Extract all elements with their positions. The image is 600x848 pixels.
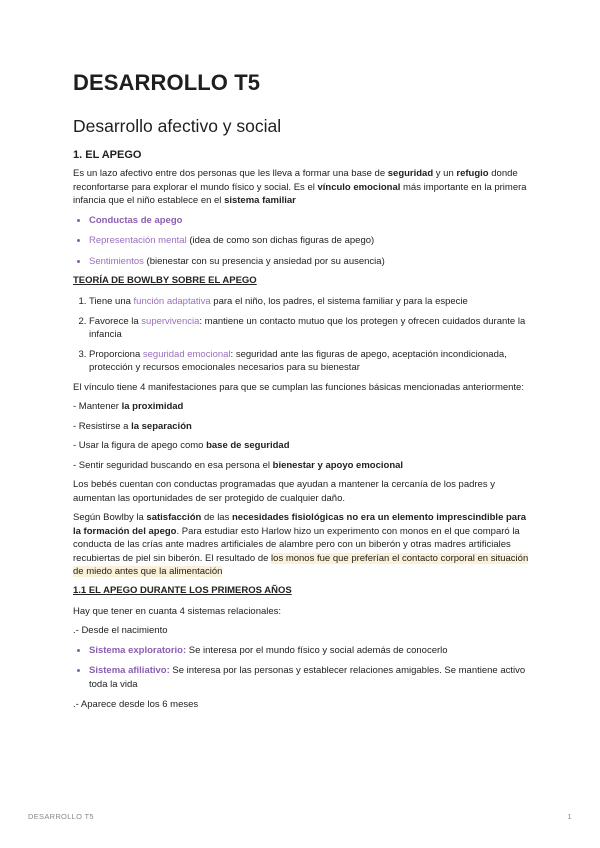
footer-title: DESARROLLO T5 <box>28 812 94 821</box>
babies-paragraph: Los bebés cuentan con conductas programadas que ayudan a mantener la cercanía de los padres y aumentan las oportunidades de ser protegido de cualquier daño. <box>73 479 495 504</box>
manifestations-intro: El vínculo tiene 4 manifestaciones para que se cumplan las funciones básicas mencionadas anteriormente: <box>73 381 524 393</box>
list-item: • Sentimientos (bienestar con su presencia y ansiedad por su ausencia) <box>89 255 533 269</box>
page-number: 1 <box>567 812 572 821</box>
apego-components-list <box>73 214 533 269</box>
bowlby-functions-list <box>73 295 533 375</box>
page-title: DESARROLLO T5 <box>73 70 261 95</box>
list-item: • Representación mental (idea de como son dichas figuras de apego) <box>89 234 533 248</box>
heading-primeros-anos: 1.1 EL APEGO DURANTE LOS PRIMEROS AÑOS <box>73 584 292 596</box>
list-item: • Sistema exploratorio: Se interesa por el mundo físico y social además de conocerlo <box>89 644 533 658</box>
systems-list <box>73 644 533 692</box>
list-item: 3. Proporciona seguridad emocional: seguridad ante las figuras de apego, aceptación incondicionada, protección y recursos emocionales necesarios para su bienestar <box>89 348 533 375</box>
from-birth-label: .- Desde el nacimiento <box>73 625 168 636</box>
manifestation-item: - Sentir seguridad buscando en esa persona el bienestar y apoyo emocional <box>73 459 404 471</box>
systems-intro: Hay que tener en cuanta 4 sistemas relacionales: <box>73 605 282 617</box>
list-item: • Sistema afiliativo: Se interesa por las personas y establecer relaciones amigables. Se mantiene activo toda la vida <box>89 664 533 691</box>
manifestation-item: - Mantener la proximidad <box>73 401 184 412</box>
document-page <box>73 70 533 718</box>
from-6-months-label: .- Aparece desde los 6 meses <box>73 699 199 710</box>
harlow-paragraph: Según Bowlby la satisfacción de las necesidades fisiológicas no era un elemento imprescindible para la formación del apego. Para estudiar esto Harlow hizo un experimento con monos en el que comparó la conducta de las crías ante madres artificiales de alambre pero con un biberón y otras madres artificiales recubiertas de piel sin biberón. El resultado de los monos fue que preferían el contacto corporal en situación de miedo antes que la alimentación <box>73 512 529 577</box>
highlighted-text: los monos fue que preferían el contacto corporal en situación de miedo antes que la alimentación <box>73 552 529 577</box>
intro-paragraph: Es un lazo afectivo entre dos personas que les lleva a formar una base de seguridad y un refugio donde reconfortarse para explorar el mundo físico y social. Es el vínculo emocional más importante en la primera infancia que el niño establece en el sistema familiar <box>73 168 527 206</box>
heading-teoria-bowlby: TEORÍA DE BOWLBY SOBRE EL APEGO <box>73 275 257 286</box>
manifestation-item: - Resistirse a la separación <box>73 420 192 432</box>
manifestation-item: - Usar la figura de apego como base de seguridad <box>73 440 290 451</box>
list-item: 2. Favorece la supervivencia: mantiene un contacto mutuo que los protegen y ofrecen cuidados durante la infancia <box>89 315 533 342</box>
heading-el-apego: 1. EL APEGO <box>73 149 142 161</box>
list-item: • Conductas de apego <box>89 214 533 228</box>
section-title: Desarrollo afectivo y social <box>73 116 282 136</box>
list-item: 1. Tiene una función adaptativa para el niño, los padres, el sistema familiar y para la especie <box>89 295 533 309</box>
